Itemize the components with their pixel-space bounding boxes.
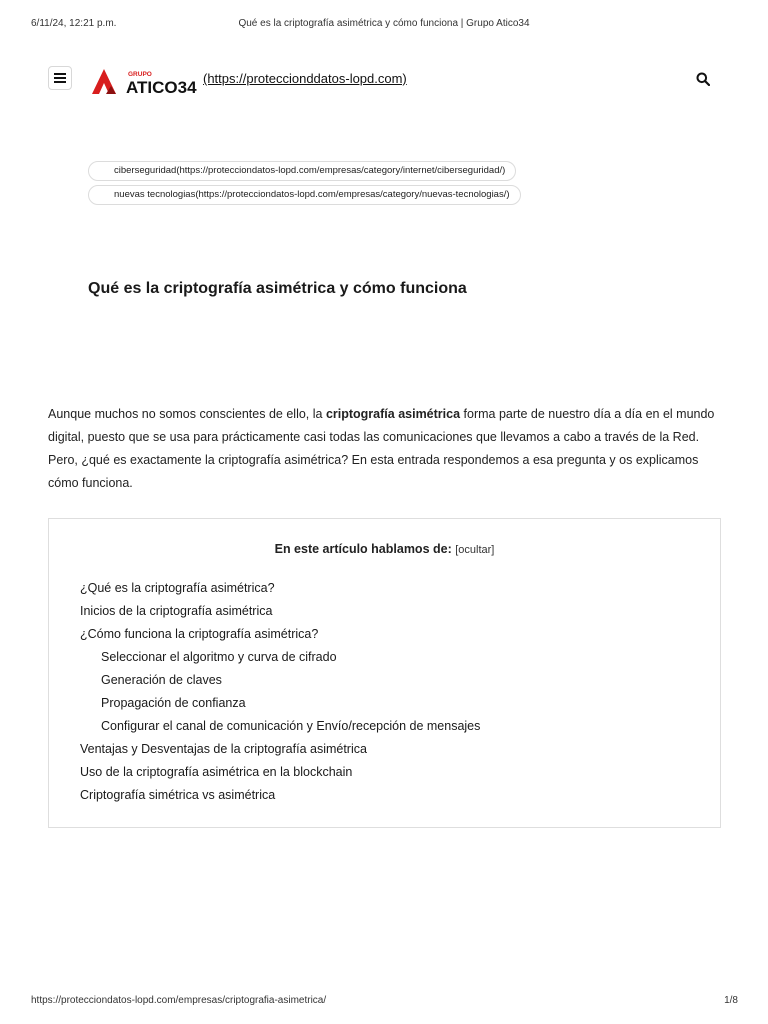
intro-keyword: criptografía asimétrica <box>325 407 461 421</box>
toc-item[interactable]: Ventajas y Desventajas de la criptografía asimétrica <box>80 742 367 756</box>
print-page-number: 1/8 <box>724 995 738 1006</box>
logo-brand-text: ATICO34 <box>126 78 197 96</box>
toc-item[interactable]: Propagación de confianza <box>101 696 246 710</box>
toc-item[interactable]: Configurar el canal de comunicación y Envío/recepción de mensajes <box>101 719 481 733</box>
toc-item[interactable]: Criptografía simétrica vs asimétrica <box>80 788 276 802</box>
logo-small-text: GRUPO <box>128 71 152 78</box>
print-datetime: 6/11/24, 12:21 p.m. <box>31 18 117 29</box>
tag-nuevas-tecnologias[interactable]: nuevas tecnologias(https://protecciondatos-lopd.com/empresas/category/nuevas-tecnologias/) <box>88 185 521 205</box>
intro-text-start: Aunque muchos no somos conscientes de ello, la <box>48 407 326 421</box>
toc-item[interactable]: ¿Cómo funciona la criptografía asimétrica? <box>80 627 319 641</box>
print-page-title: Qué es la criptografía asimétrica y cómo funciona | Grupo Atico34 <box>238 18 530 29</box>
toc-header <box>49 542 720 556</box>
toc-item[interactable]: ¿Qué es la criptografía asimétrica? <box>80 581 275 595</box>
toc-list <box>80 577 480 807</box>
article-intro <box>48 403 723 495</box>
toc-heading: En este artículo hablamos de: <box>274 542 452 556</box>
search-button[interactable] <box>696 72 712 88</box>
toc-item[interactable]: Uso de la criptografía asimétrica en la blockchain <box>80 765 353 779</box>
toc-hide-toggle[interactable]: [ocultar] <box>455 544 495 556</box>
tag-ciberseguridad[interactable]: ciberseguridad(https://protecciondatos-lopd.com/empresas/category/internet/ciberseguridad/) <box>88 161 516 181</box>
toc-item[interactable]: Generación de claves <box>101 673 222 687</box>
print-url: https://protecciondatos-lopd.com/empresas/criptografia-asimetrica/ <box>31 995 327 1006</box>
hamburger-menu-icon <box>54 73 66 83</box>
intro-text-end: forma parte de nuestro día a día en el mundo digital, puesto que se usa para prácticamente casi todas las comunicaciones que llevamos a cabo a través de la Red. Pero, ¿qué es exactamente la criptografía asimétrica? En esta entrada respondemos a esa pregunta y os explicamos cómo funciona. <box>48 407 715 490</box>
toc-item[interactable]: Seleccionar el algoritmo y curva de cifrado <box>101 650 337 664</box>
logo-link[interactable]: (https://proteccionddatos-lopd.com) <box>203 71 407 86</box>
article-title: Qué es la criptografía asimétrica y cómo funciona <box>88 280 467 297</box>
search-icon <box>696 72 710 86</box>
table-of-contents <box>48 518 721 828</box>
logo[interactable] <box>92 66 204 96</box>
toc-item[interactable]: Inicios de la criptografía asimétrica <box>80 604 273 618</box>
menu-button[interactable] <box>48 66 72 90</box>
